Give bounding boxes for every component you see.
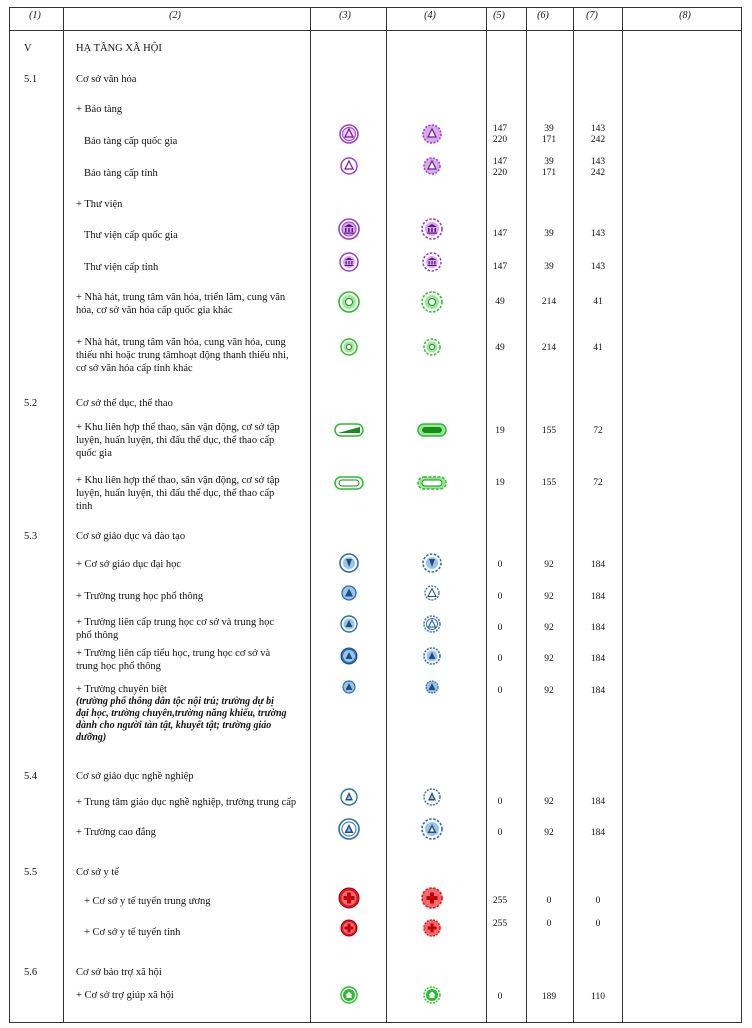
val-c5: 0 <box>497 592 503 602</box>
val-c7: 143 <box>590 262 606 272</box>
combined-school-planned-icon <box>423 615 441 638</box>
col-header-3: (3) <box>339 10 351 21</box>
central-health-planned-icon <box>421 887 443 914</box>
val-c6: 92 <box>544 623 554 633</box>
val-c5: 49 <box>495 343 505 353</box>
row-label: + Khu liên hợp thể thao, sân vận động, cơ sở tập luyện, huấn luyện, thi đấu thể dục, thể thao cấp tỉnh <box>76 475 280 512</box>
specialized-school-planned-icon <box>425 680 439 699</box>
val-c5: 255 <box>492 919 508 929</box>
row-label: + Khu liên hợp thể thao, sân vận động, cơ sở tập luyện, huấn luyện, thi đấu thể dục, thể thao cấp quốc gia <box>76 422 280 459</box>
col-header-2: (2) <box>169 10 181 21</box>
val-c5: 0 <box>497 560 503 570</box>
val-c7: 184 <box>590 654 606 664</box>
val-c5a: 147 <box>492 124 508 134</box>
row-label: + Trường liên cấp trung học cơ sở và trung học phổ thông <box>76 617 274 641</box>
college-planned-icon <box>421 818 443 845</box>
val-c7a: 143 <box>590 124 606 134</box>
val-c5a: 147 <box>492 157 508 167</box>
val-c6: 39 <box>544 262 554 272</box>
val-c7: 184 <box>590 592 606 602</box>
museum-provincial-planned-icon <box>423 157 441 180</box>
val-c6: 39 <box>544 229 554 239</box>
group-title-5-4: Cơ sở giáo dục nghề nghiệp <box>76 771 194 782</box>
val-c6: 92 <box>544 560 554 570</box>
social-support-existing-icon <box>340 986 358 1009</box>
stadium-provincial-planned-icon <box>417 476 447 495</box>
col-header-4: (4) <box>424 10 436 21</box>
row-label: + Cơ sở y tế tuyến trung ương <box>84 896 211 907</box>
subhead-museum: + Bảo tàng <box>76 104 123 115</box>
val-c5: 49 <box>495 297 505 307</box>
specialized-school-existing-icon <box>342 680 356 699</box>
row-label: Thư viện cấp tỉnh <box>84 262 159 273</box>
val-c6b: 171 <box>541 135 557 145</box>
val-c6: 155 <box>541 478 557 488</box>
row-label: + Trường cao đẳng <box>76 827 156 838</box>
val-c7: 0 <box>595 919 601 929</box>
row-label: + Nhà hát, trung tâm văn hóa, cung văn hóa, cung thiếu nhi hoặc trung tâmhoạt động thanh thiếu nhi, cơ sở văn hóa cấp tỉnh khác <box>76 337 289 374</box>
theater-national-existing-icon <box>338 291 360 318</box>
val-c5: 147 <box>492 229 508 239</box>
group-code-5-4: 5.4 <box>24 771 38 782</box>
vocational-center-planned-icon <box>423 788 441 811</box>
val-c7: 72 <box>593 478 603 488</box>
high-school-existing-icon <box>341 585 357 606</box>
val-c7a: 143 <box>590 157 606 167</box>
group-title-5-5: Cơ sở y tế <box>76 867 119 878</box>
row-label: + Trường chuyên biệt (trường phổ thông dân tộc nội trú; trường dự bị đại học, trường chuyên,trường năng khiếu, trường dành cho người tàn tật, khuyết tật; trường giáo dưỡng) <box>76 684 287 743</box>
theater-provincial-existing-icon <box>340 338 358 361</box>
central-health-existing-icon <box>338 887 360 914</box>
col-header-8: (8) <box>679 10 691 21</box>
val-c5: 0 <box>497 797 503 807</box>
val-c5: 0 <box>497 828 503 838</box>
val-c7: 0 <box>595 896 601 906</box>
val-c7: 72 <box>593 426 603 436</box>
row-label: + Trường trung học phổ thông <box>76 591 204 602</box>
museum-national-existing-icon <box>339 124 359 149</box>
museum-provincial-existing-icon <box>340 157 358 180</box>
row-label: + Cơ sở giáo dục đại học <box>76 559 182 570</box>
val-c5: 255 <box>492 896 508 906</box>
theater-provincial-planned-icon <box>423 338 441 361</box>
row-label: Bảo tàng cấp quốc gia <box>84 136 178 147</box>
provincial-health-existing-icon <box>340 919 358 942</box>
val-c6a: 39 <box>544 124 554 134</box>
val-c7: 184 <box>590 560 606 570</box>
combined-school-existing-icon <box>340 615 358 638</box>
stadium-national-existing-icon <box>334 423 364 442</box>
museum-national-planned-icon <box>422 124 442 149</box>
library-national-existing-icon <box>338 218 360 245</box>
group-code-5-1: 5.1 <box>24 74 38 85</box>
university-planned-icon <box>422 553 442 578</box>
stadium-provincial-existing-icon <box>334 476 364 495</box>
multi-level-school-planned-icon <box>423 647 441 670</box>
high-school-planned-icon <box>424 585 440 606</box>
val-c7b: 242 <box>590 168 606 178</box>
val-c6: 92 <box>544 797 554 807</box>
val-c7: 143 <box>590 229 606 239</box>
val-c5: 0 <box>497 654 503 664</box>
val-c6: 92 <box>544 828 554 838</box>
group-code-5-5: 5.5 <box>24 867 38 878</box>
val-c7: 184 <box>590 686 606 696</box>
val-c5b: 220 <box>492 135 508 145</box>
group-code-5-2: 5.2 <box>24 398 38 409</box>
val-c5: 147 <box>492 262 508 272</box>
val-c6a: 39 <box>544 157 554 167</box>
provincial-health-planned-icon <box>423 919 441 942</box>
row-label: Bảo tàng cấp tỉnh <box>84 168 158 179</box>
library-provincial-existing-icon <box>339 252 359 277</box>
val-c6: 189 <box>541 992 557 1002</box>
theater-national-planned-icon <box>421 291 443 318</box>
library-provincial-planned-icon <box>422 252 442 277</box>
group-title-5-2: Cơ sở thể dục, thể thao <box>76 398 173 409</box>
val-c6: 92 <box>544 686 554 696</box>
group-code-5-6: 5.6 <box>24 967 38 978</box>
section-code: V <box>24 43 32 54</box>
val-c6: 92 <box>544 592 554 602</box>
val-c7: 41 <box>593 297 603 307</box>
val-c7: 41 <box>593 343 603 353</box>
val-c5: 19 <box>495 478 505 488</box>
col-header-5: (5) <box>493 10 505 21</box>
val-c5: 0 <box>497 992 503 1002</box>
subhead-library: + Thư viện <box>76 199 123 210</box>
val-c6: 0 <box>546 896 552 906</box>
val-c7: 184 <box>590 828 606 838</box>
row-label: + Trường liên cấp tiểu học, trung học cơ sở và trung học phổ thông <box>76 648 271 672</box>
university-existing-icon <box>339 553 359 578</box>
group-code-5-3: 5.3 <box>24 531 38 542</box>
col-header-6: (6) <box>537 10 549 21</box>
vocational-center-existing-icon <box>340 788 358 811</box>
stadium-national-planned-icon <box>417 423 447 442</box>
val-c7: 110 <box>591 992 605 1002</box>
val-c7: 184 <box>590 623 606 633</box>
row-label: Thư viện cấp quốc gia <box>84 230 178 241</box>
val-c6: 92 <box>544 654 554 664</box>
row-label: + Cơ sở trợ giúp xã hội <box>76 990 174 1001</box>
group-title-5-3: Cơ sở giáo dục và đào tạo <box>76 531 186 542</box>
val-c6: 0 <box>546 919 552 929</box>
val-c5: 0 <box>497 686 503 696</box>
val-c6: 214 <box>541 343 557 353</box>
val-c5b: 220 <box>492 168 508 178</box>
library-national-planned-icon <box>421 218 443 245</box>
row-label: + Nhà hát, trung tâm văn hóa, triển lãm, cung văn hóa, cơ sở văn hóa cấp quốc gia khác <box>76 292 286 316</box>
row-label: + Cơ sở y tế tuyến tỉnh <box>84 927 181 938</box>
section-title: HẠ TẦNG XÃ HỘI <box>76 43 162 54</box>
col-header-7: (7) <box>586 10 598 21</box>
college-existing-icon <box>338 818 360 845</box>
val-c5: 0 <box>497 623 503 633</box>
val-c5: 19 <box>495 426 505 436</box>
multi-level-school-existing-icon <box>340 647 358 670</box>
group-title-5-1: Cơ sở văn hóa <box>76 74 137 85</box>
val-c7b: 242 <box>590 135 606 145</box>
val-c6b: 171 <box>541 168 557 178</box>
val-c6: 214 <box>541 297 557 307</box>
group-title-5-6: Cơ sở bảo trợ xã hội <box>76 967 162 978</box>
val-c6: 155 <box>541 426 557 436</box>
social-support-planned-icon <box>423 986 441 1009</box>
row-label: + Trung tâm giáo dục nghề nghiệp, trường trung cấp <box>76 797 297 808</box>
val-c7: 184 <box>590 797 606 807</box>
col-header-1: (1) <box>29 10 41 21</box>
